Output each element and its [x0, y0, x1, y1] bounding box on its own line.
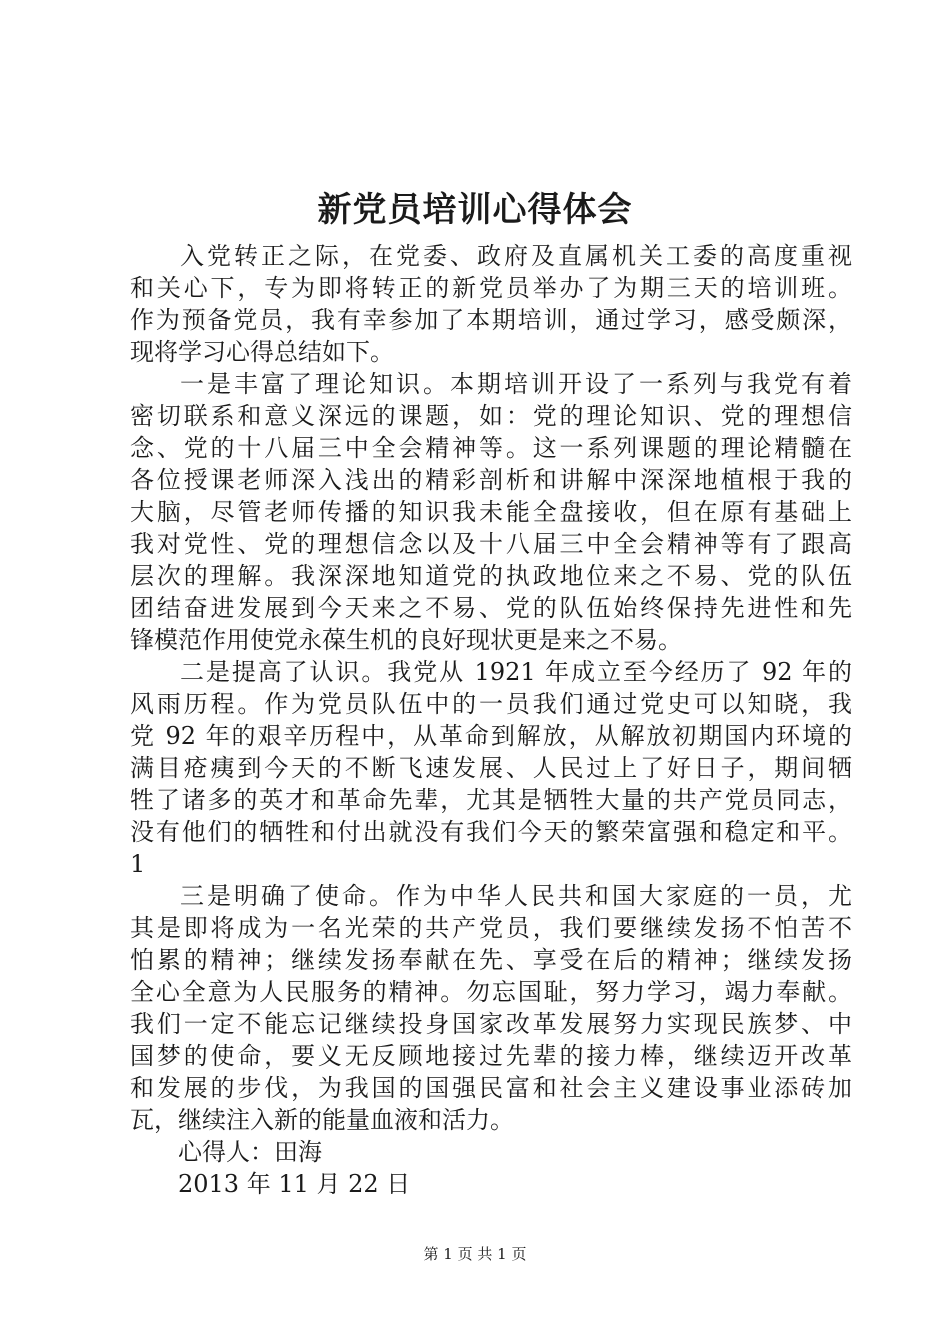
- text-line: 国梦的使命，要义无反顾地接过先辈的接力棒，继续迈开改革: [130, 1042, 852, 1070]
- text-line: 层次的理解。我深深地知道党的执政地位来之不易、党的队伍: [130, 562, 852, 590]
- paragraph-4: [130, 880, 852, 1136]
- text-line: 入党转正之际，在党委、政府及直属机关工委的高度重视: [180, 242, 852, 270]
- document-body: [130, 240, 852, 1200]
- text-line: 我们一定不能忘记继续投身国家改革发展努力实现民族梦、中: [130, 1010, 852, 1038]
- text-line: 1: [130, 850, 146, 878]
- text-line: 其是即将成为一名光荣的共产党员，我们要继续发扬不怕苦不: [130, 914, 852, 942]
- text-line: 瓦，继续注入新的能量血液和活力。: [130, 1106, 514, 1134]
- text-line: 各位授课老师深入浅出的精彩剖析和讲解中深深地植根于我的: [130, 466, 852, 494]
- text-line: 和发展的步伐，为我国的国强民富和社会主义建设事业添砖加: [130, 1074, 852, 1102]
- text-line: 和关心下，专为即将转正的新党员举办了为期三天的培训班。: [130, 274, 852, 302]
- text-line: 没有他们的牺牲和付出就没有我们今天的繁荣富强和稳定和平。: [130, 818, 852, 846]
- text-line: 大脑，尽管老师传播的知识我未能全盘接收，但在原有基础上: [130, 498, 852, 526]
- text-line: 牲了诸多的英才和革命先辈，尤其是牺牲大量的共产党员同志，: [130, 786, 852, 814]
- paragraph-2: [130, 368, 852, 656]
- signature: 心得人：田海: [178, 1138, 322, 1166]
- text-line: 现将学习心得总结如下。: [130, 338, 394, 366]
- text-line: 念、党的十八届三中全会精神等。这一系列课题的理论精髓在: [130, 434, 852, 462]
- text-line: 团结奋进发展到今天来之不易、党的队伍始终保持先进性和先: [130, 594, 852, 622]
- text-line: 满目疮痍到今天的不断飞速发展、人民过上了好日子，期间牺: [130, 754, 852, 782]
- text-line: 作为预备党员，我有幸参加了本期培训，通过学习，感受颇深，: [130, 306, 852, 334]
- text-line: 一是丰富了理论知识。本期培训开设了一系列与我党有着: [180, 370, 852, 398]
- text-line: 风雨历程。作为党员队伍中的一员我们通过党史可以知晓，我: [130, 690, 852, 718]
- paragraph-3: [130, 656, 852, 880]
- document-title: 新党员培训心得体会: [317, 190, 633, 230]
- text-line: 二是提高了认识。我党从 1921 年成立至今经历了 92 年的: [180, 658, 852, 686]
- text-line: 锋模范作用使党永葆生机的良好现状更是来之不易。: [130, 626, 682, 654]
- signature-date: 2013 年 11 月 22 日: [178, 1170, 411, 1198]
- text-line: 我对党性、党的理想信念以及十八届三中全会精神等有了跟高: [130, 530, 852, 558]
- text-line: 怕累的精神；继续发扬奉献在先、享受在后的精神；继续发扬: [130, 946, 852, 974]
- text-line: 全心全意为人民服务的精神。勿忘国耻，努力学习，竭力奉献。: [130, 978, 852, 1006]
- page-footer: 第 1 页 共 1 页: [423, 1245, 527, 1263]
- text-line: 密切联系和意义深远的课题，如：党的理论知识、党的理想信: [130, 402, 852, 430]
- paragraph-1: [130, 240, 852, 368]
- text-line: 党 92 年的艰辛历程中，从革命到解放，从解放初期国内环境的: [130, 722, 852, 750]
- text-line: 三是明确了使命。作为中华人民共和国大家庭的一员，尤: [180, 882, 852, 910]
